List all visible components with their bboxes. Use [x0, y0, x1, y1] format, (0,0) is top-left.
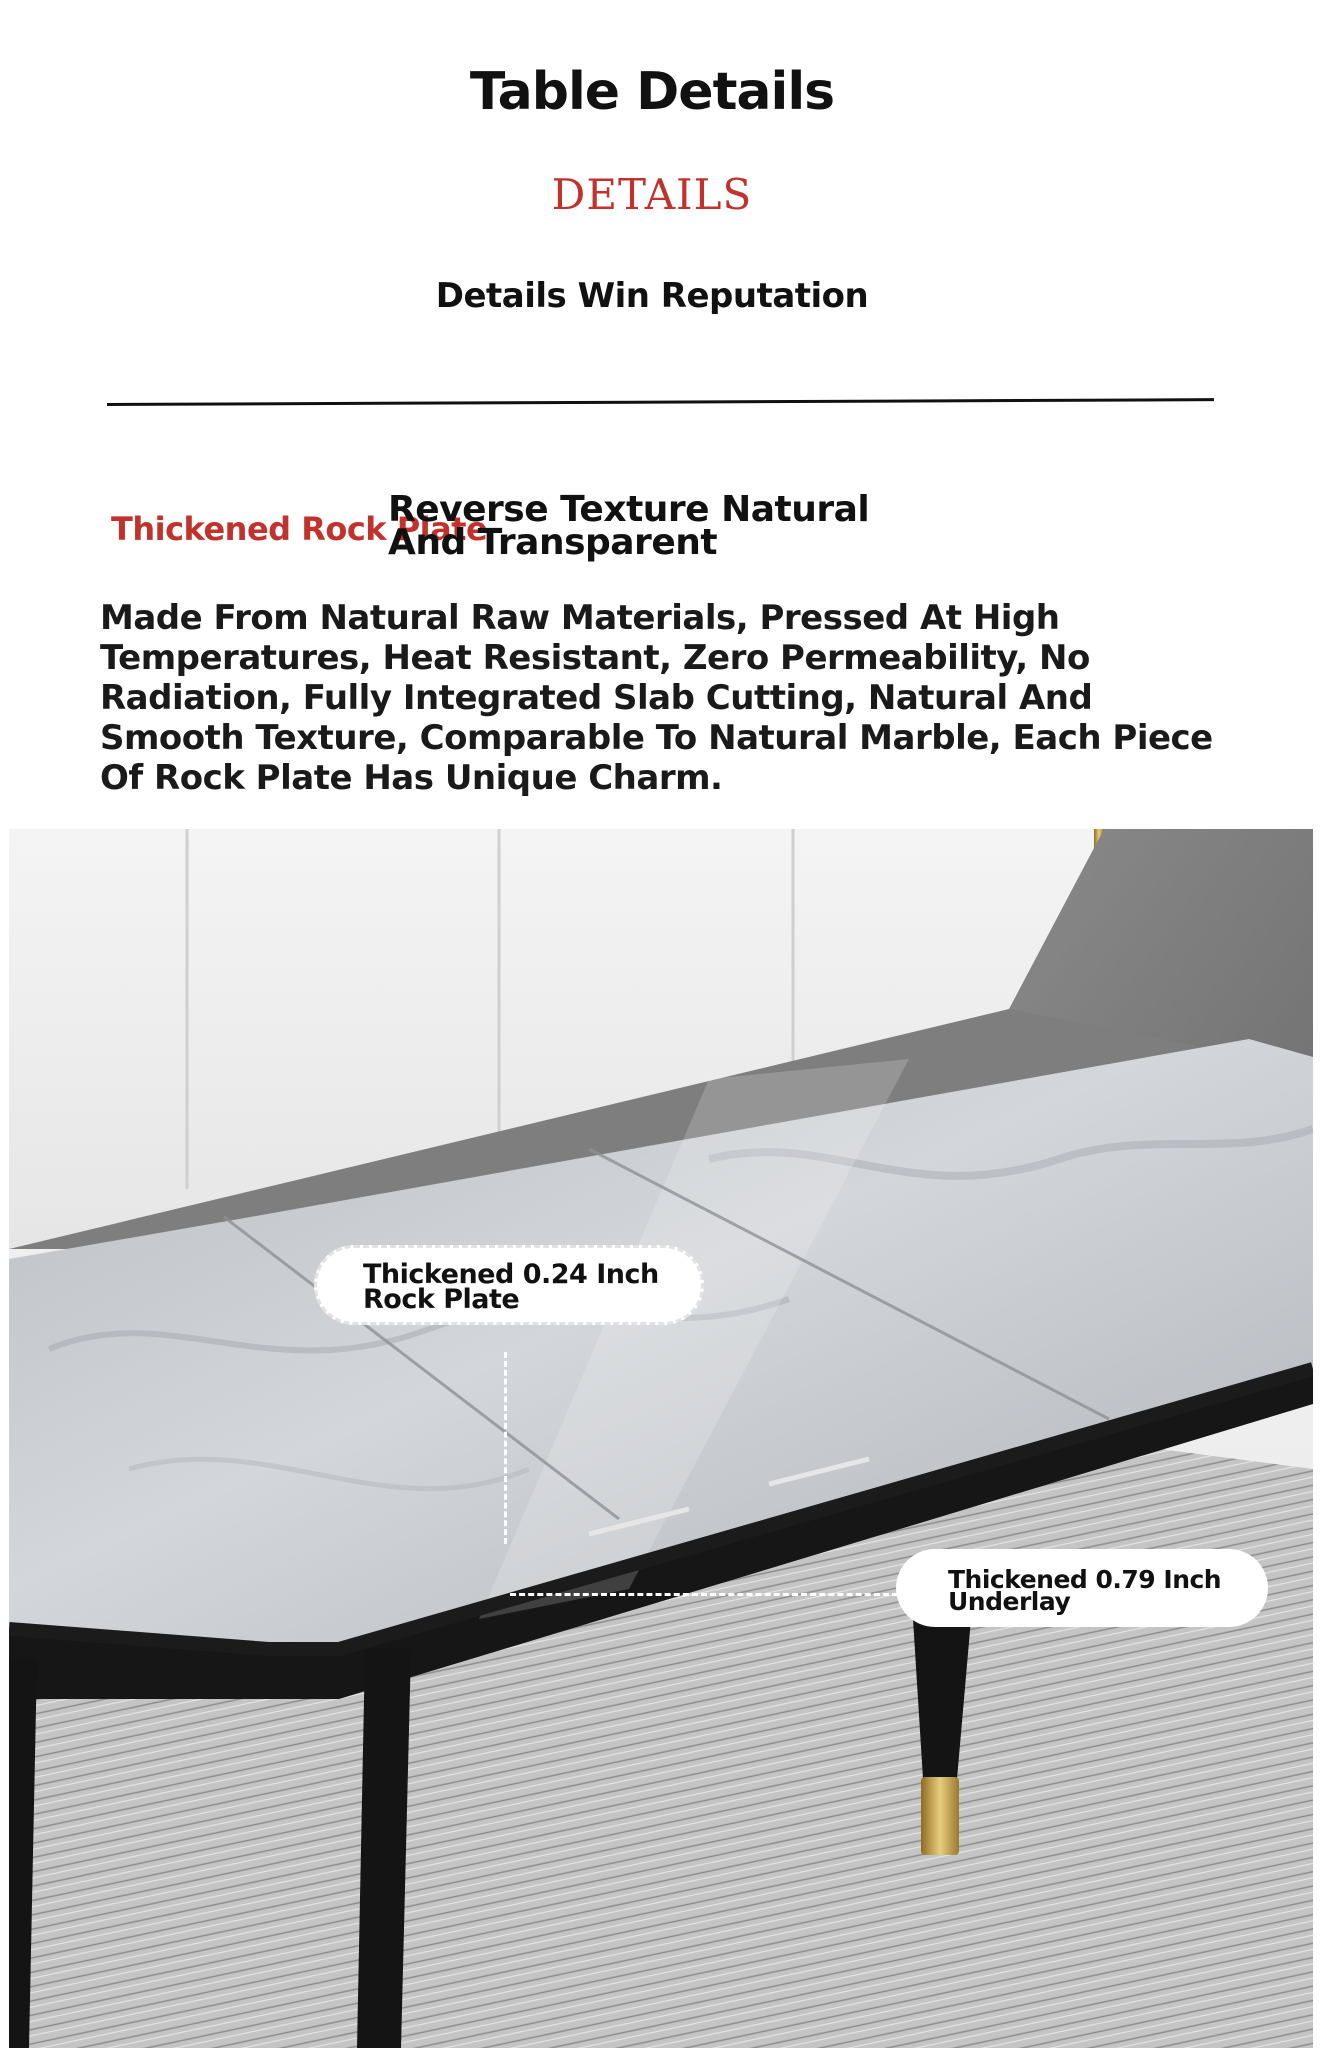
gold-leg-cap — [921, 1777, 959, 1855]
feature-description: Made From Natural Raw Materials, Pressed At High Temperatures, Heat Resistant, Zero Permeability, No Radiation, Fully Integrated Slab Cutting, Natural And Smooth Texture, Comparable To Natural Marble, Each Piece Of Rock Plate Has Unique Charm. — [100, 598, 1213, 798]
callout-rock-plate: Thickened 0.24 Inch Rock Plate — [314, 1245, 704, 1325]
product-photo — [9, 829, 1313, 2048]
tagline: Details Win Reputation — [435, 276, 869, 316]
callout-leader-horizontal — [510, 1593, 898, 1596]
details-brand-word: DETAILS — [551, 170, 753, 219]
callout-leader-vertical — [504, 1352, 507, 1544]
feature-label: Thickened Rock Plate — [111, 510, 488, 548]
table-illustration — [9, 829, 1313, 2048]
callout-underlay: Thickened 0.79 Inch Underlay — [896, 1549, 1268, 1627]
page-title: Table Details — [469, 62, 835, 122]
section-divider — [107, 398, 1214, 406]
feature-heading: Reverse Texture Natural And Transparent — [388, 489, 870, 563]
